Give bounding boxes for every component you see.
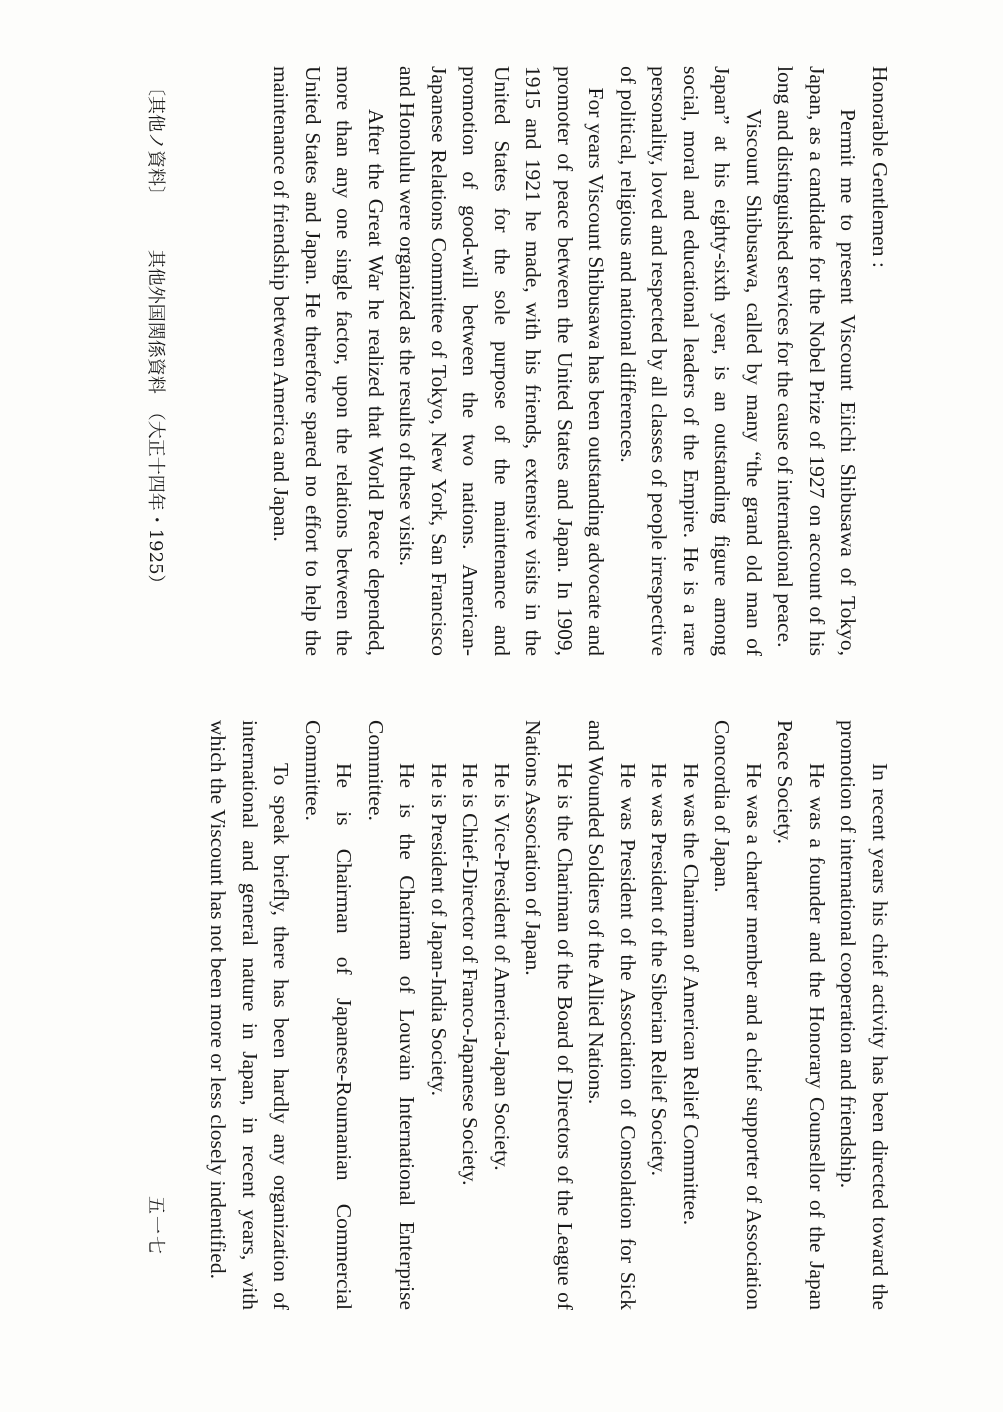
paragraph: He was a founder and the Honorary Counsellor of the Japan Peace Society.	[773, 720, 829, 1310]
section-label: 〔其他ノ資料〕	[145, 78, 166, 204]
paragraph: He is the Chariman of the Board of Directors of the League of Nations Association of Japan.	[521, 720, 577, 1310]
paragraph: Viscount Shibusawa, called by many “the grand old man of Japan” at his eighty-sixth year, is an outstanding figure among social, moral and educational leaders of the Empire. He is a rare personality, loved and respected by all classes of people irrespective of political, religious and national differences.	[616, 66, 766, 656]
paragraph: He is Chairman of Japanese-Roumanian Commercial Committee.	[301, 720, 357, 1310]
paragraph: He is Chief-Director of Franco-Japanese Society.	[458, 763, 483, 1186]
paragraph: He was the Chairman of American Relief Committee.	[679, 763, 703, 1226]
paragraph: In recent years his chief activity has been directed toward the promotion of international cooperation and friendship.	[836, 720, 892, 1310]
paragraph: He was President of the Siberian Relief Society.	[647, 763, 672, 1176]
running-title: 其他外国関係資料 （大正十四年・1925）	[145, 249, 166, 593]
running-footer	[144, 78, 170, 633]
paragraph: He is the Chairman of Louvain International Enterprise Committee.	[364, 720, 420, 1310]
paragraph: Permit me to present Viscount Eiichi Shibusawa of Tokyo, Japan, as a candidate for the Nobel Prize of 1927 on account of his long and distinguished services for the cause of international peace.	[773, 66, 861, 656]
paragraph: He was a charter member and a chief supporter of Association Concordia of Japan.	[710, 720, 766, 1310]
page-number: 五一七	[145, 1196, 166, 1256]
left-text-column	[265, 66, 895, 656]
right-text-column	[202, 720, 895, 1310]
salutation: Honorable Gentlemen :	[868, 66, 892, 268]
paragraph: He is President of Japan-India Society.	[427, 763, 451, 1096]
paragraph: He was President of the Association of Consolation for Sick and Wounded Soldiers of the Allied Nations.	[584, 720, 640, 1310]
paragraph: After the Great War he realized that World Peace depended, more than any one single factor, upon the relations between the United States and Japan. He therefore spared no effort to help the maintenance of friendship between America and Japan.	[269, 66, 388, 656]
paragraph: He is Vice-President of America-Japan Society.	[490, 763, 514, 1171]
paragraph: For years Viscount Shibusawa has been outstanding advocate and promoter of peace between the United States and Japan. In 1909, 1915 and 1921 he made, with his friends, extensive visits in the United States for the sole purpose of the maintenance and promotion of good-will between the two nations. American-Japanese Relations Committee of Tokyo, New York, San Francisco and Honolulu were organized as the results of these visits.	[395, 66, 609, 656]
paragraph: To speak briefly, there has been hardly any organization of international and general nature in Japan, in recent years, with which the Viscount has not been more or less closely indentified.	[206, 720, 294, 1310]
